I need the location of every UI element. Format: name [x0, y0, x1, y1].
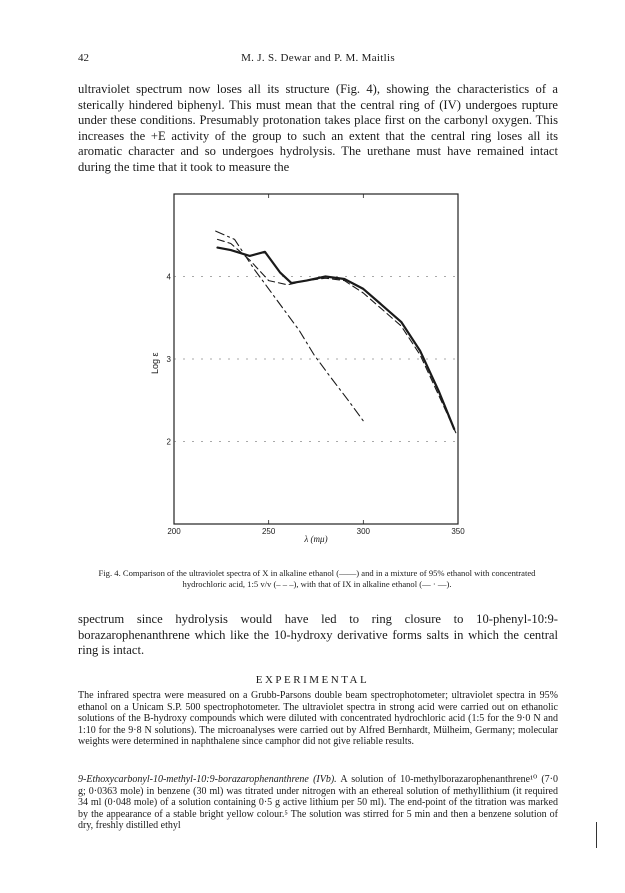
series-line-solid: [218, 248, 455, 430]
x-tick-label: 200: [167, 527, 181, 536]
figure-4: [150, 186, 480, 546]
page-header: [78, 52, 558, 70]
x-axis-label: λ (mμ): [304, 534, 328, 544]
y-tick-label: 3: [166, 355, 171, 364]
x-tick-label: 350: [451, 527, 465, 536]
x-tick-label: 250: [261, 527, 276, 536]
page-number: 42: [78, 52, 89, 64]
series-line-dash-dot: [216, 231, 364, 421]
y-tick-label: 2: [166, 437, 171, 447]
grid-layer: [174, 277, 458, 442]
experimental-paragraph-1: The infrared spectra were measured on a Grubb-Parsons double beam spectrophotometer; ultraviolet spectra in 95% ethanol on a Unicam S.P. 500 spectrophotometer. The ultraviolet spectra in strong acid were carried out on ethanolic solutions of the B-hydroxy compounds which were diluted with concentrated hydrochloric acid (1:5 for the 9·0 N and 1:10 for the 9·8 N solutions). The microanalyses were carried out by Alfred Bernhardt, Mülheim, Germany; molecular weights were determined in naphthalene since camphor did not give reliable results.: [78, 690, 558, 748]
series-line-dashed: [218, 239, 457, 433]
margin-mark: [596, 822, 597, 848]
experimental-paragraph-2-body: A solution of 10-methylborazarophenanthrene¹⁰ (7·0 g; 0·0363 mole) in benzene (30 ml) was titrated under nitrogen with an ethereal solution of methyllithium (it required 34 ml (0·048 mole) of a solution containing 0·5 g active lithium per 50 ml). The end-point of the titration was marked by the appearance of a stable bright yellow colour.⁵ The solution was stirred for 5 min and then a benzene solution of dry, freshly distilled ethyl: [78, 774, 558, 832]
y-axis-label: Log ε: [150, 352, 160, 374]
y-tick-label: 4: [166, 272, 171, 282]
experimental-paragraph-2: [78, 774, 558, 832]
running-head: M. J. S. Dewar and P. M. Maitlis: [241, 52, 395, 64]
section-heading-experimental: EXPERIMENTAL: [255, 674, 370, 686]
plot-frame: [174, 194, 458, 524]
body-paragraph-2: spectrum since hydrolysis would have led to ring closure to 10-phenyl-10:9-borazarophenanthrene which like the 10-hydroxy derivative forms salts in which the central ring is intact.: [78, 612, 558, 658]
figure-caption: Fig. 4. Comparison of the ultraviolet spectra of X in alkaline ethanol (——) and in a mixture of 95% ethanol with concentrated hydrochloric acid, 1:5 v/v (– – –), with that of IX in alkaline ethanol (— · —).: [98, 568, 536, 589]
uv-spectrum-chart: [150, 186, 480, 546]
tick-layer: [167, 194, 466, 536]
compound-title: 9-Ethoxycarbonyl-10-methyl-10:9-borazarophenanthrene (IVb).: [78, 774, 337, 785]
x-tick-label: 300: [356, 527, 371, 536]
series-layer: [216, 231, 456, 433]
body-paragraph-1: ultraviolet spectrum now loses all its structure (Fig. 4), showing the characteristics of a sterically hindered biphenyl. This must mean that the central ring of (IV) undergoes rupture under these conditions. Presumably protonation takes place first on the carbonyl oxygen. This increases the +E activity of the group to such an extent that the central ring loses all its aromatic character and so undergoes hydrolysis. The urethane must have remained intact during the time that it took to measure the: [78, 82, 558, 174]
